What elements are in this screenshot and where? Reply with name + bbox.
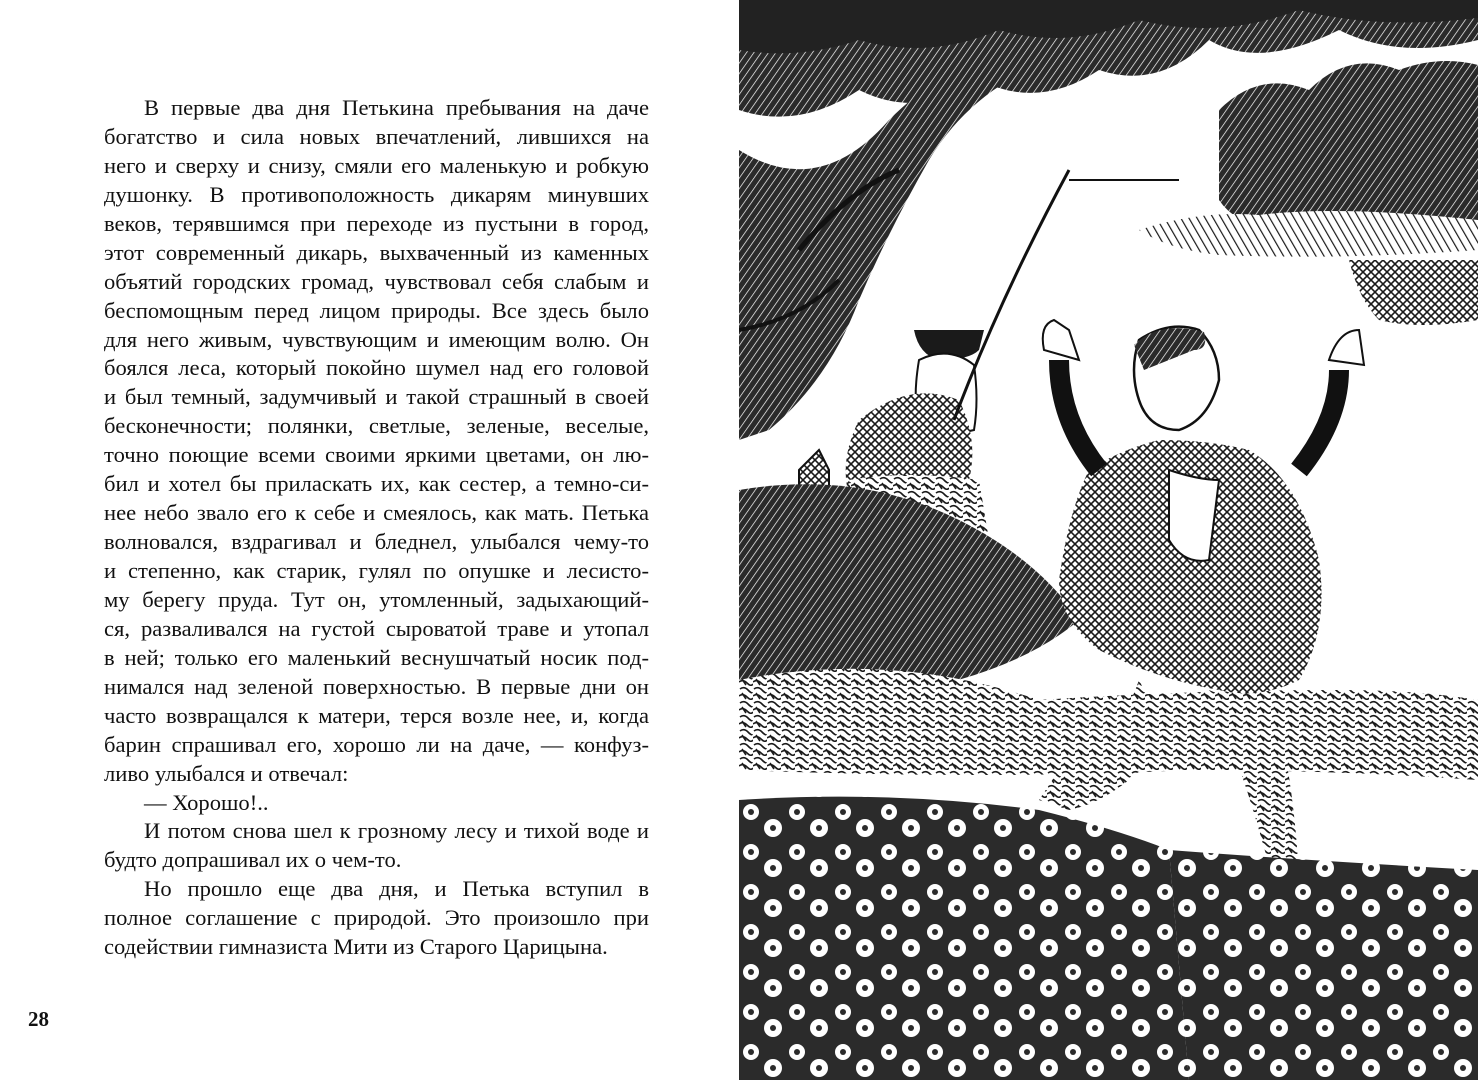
text-line: му берегу пруда. Тут он, утомленный, задыхающий-	[104, 586, 649, 612]
text-line: для него живым, чувствующим и имеющим волю. Он	[104, 326, 649, 352]
text-line: часто возвращался к матери, терся возле нее, и, когда	[104, 702, 649, 728]
far-shore-trees	[1069, 61, 1478, 325]
text-line: и был темный, задумчивый и такой страшный в своей	[104, 384, 649, 410]
text-line: И потом снова шел к грозному лесу и тихой воде и	[144, 818, 649, 844]
text-line: этот современный дикарь, выхваченный из каменных	[104, 239, 649, 265]
text-line: — Хорошо!..	[144, 789, 269, 815]
text-line: полное соглашение с природой. Это произошло при	[104, 905, 649, 931]
text-line: Но прошло еще два дня, и Петька вступил в	[144, 876, 649, 902]
text-line: точно поющие всеми своими яркими цветами, он лю-	[104, 442, 649, 468]
text-line: и степенно, как старик, гулял по опушке и лесисто-	[104, 558, 649, 583]
ink-illustration-boy-running-by-pond	[739, 0, 1478, 1080]
text-line: барин спрашивал его, хорошо ли на даче, — конфуз-	[104, 731, 649, 757]
text-line: будто допрашивал их о чем-то.	[104, 847, 402, 873]
left-page	[0, 0, 738, 1080]
text-line: бил и хотел бы приласкать их, как сестер, а темно-си-	[104, 471, 649, 497]
text-line: беспомощным перед лицом природы. Все здесь было	[104, 297, 649, 323]
text-line: в ней; только его маленький веснушчатый носик под-	[104, 644, 649, 670]
text-line: объятий городских громад, чувствовал себя слабым и	[104, 268, 649, 294]
text-line: нее небо звало его к себе и смеялось, как мать. Петька	[104, 500, 649, 526]
body-text	[104, 94, 649, 962]
text-line: ливо улыбался и отвечал:	[104, 760, 349, 786]
text-line: ся, разваливался на густой сыроватой траве и утопал	[104, 615, 649, 641]
text-line: содействии гимназиста Мити из Старого Царицына.	[104, 934, 608, 960]
text-line: бесконечности; полянки, светлые, зеленые, веселые,	[104, 413, 649, 439]
text-line: веков, терявшимся при переходе из пустыни в город,	[104, 210, 649, 236]
text-line: боялся леса, который покойно шумел над его головой	[104, 355, 649, 381]
text-line: душонку. В противоположность дикарям минувших	[104, 181, 649, 207]
text-line: В первые два дня Петькина пребывания на даче	[144, 95, 649, 120]
page-number: 28	[28, 1007, 49, 1031]
text-line: нимался над зеленой поверхностью. В первые дни он	[104, 673, 649, 699]
text-line: волновался, вздрагивал и бледнел, улыбался чему-то	[104, 529, 649, 555]
text-line: богатство и сила новых впечатлений, лившихся на	[104, 123, 649, 149]
text-line: него и сверху и снизу, смяли его маленькую и робкую	[104, 152, 649, 178]
foreground-flowers	[739, 797, 1478, 1080]
